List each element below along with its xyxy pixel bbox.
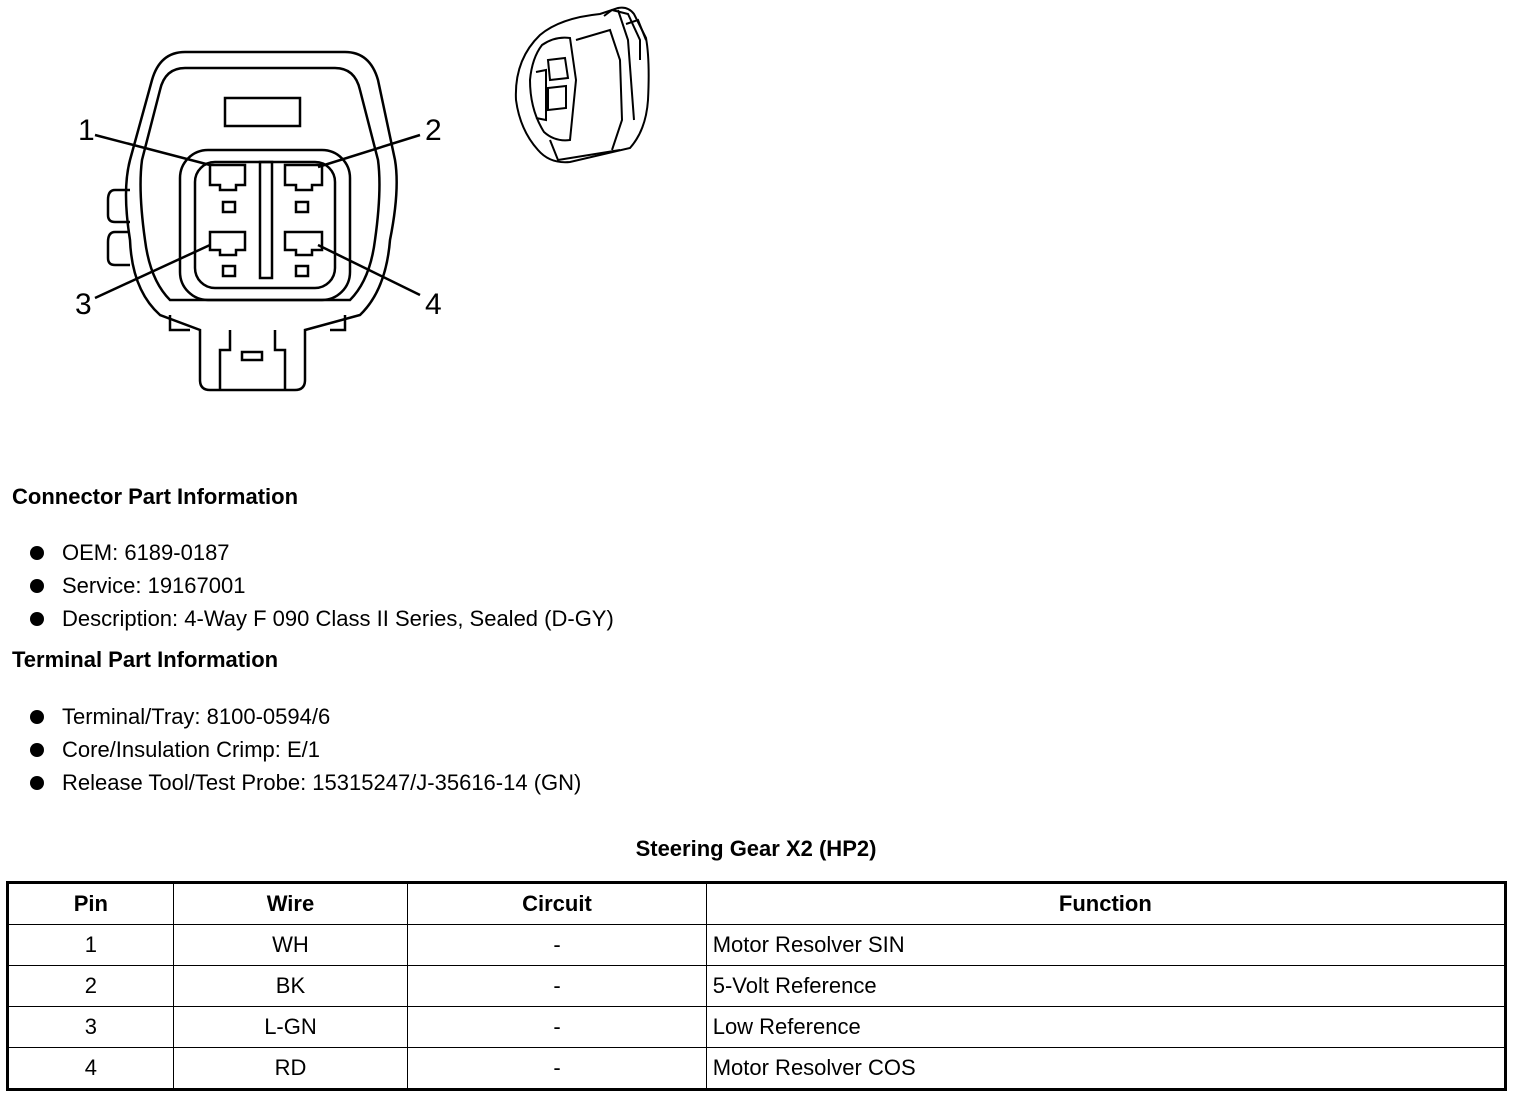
pin-table-title: Steering Gear X2 (HP2) xyxy=(635,836,877,861)
bullet-icon xyxy=(30,546,44,560)
cell-function: Motor Resolver COS xyxy=(706,1048,1505,1090)
column-header-function: Function xyxy=(706,883,1505,925)
connector-face-diagram xyxy=(60,40,460,415)
bullet-icon xyxy=(30,579,44,593)
bullet-icon xyxy=(30,776,44,790)
list-item: Core/Insulation Crimp: E/1 xyxy=(30,733,581,766)
cell-wire: L-GN xyxy=(173,1007,408,1048)
connector-outer-housing xyxy=(126,52,397,390)
pin-label-4: 4 xyxy=(425,288,442,321)
leader-line-3 xyxy=(95,245,210,298)
connector-face-drawing xyxy=(60,40,460,410)
cell-pin: 1 xyxy=(8,925,174,966)
list-item: Release Tool/Test Probe: 15315247/J-35616-14 (GN) xyxy=(30,766,581,799)
top-window xyxy=(225,98,300,126)
connector-info-heading: Connector Part Information xyxy=(12,484,299,509)
cell-circuit: - xyxy=(408,925,706,966)
leader-line-1 xyxy=(95,135,210,165)
list-item: OEM: 6189-0187 xyxy=(30,536,614,569)
bullet-icon xyxy=(30,743,44,757)
cell-function: Motor Resolver SIN xyxy=(706,925,1505,966)
leader-line-4 xyxy=(318,245,420,295)
list-item: Description: 4-Way F 090 Class II Series, Sealed (D-GY) xyxy=(30,602,614,635)
cell-function: Low Reference xyxy=(706,1007,1505,1048)
connector-info-list xyxy=(30,536,614,635)
terminal-info-heading: Terminal Part Information xyxy=(12,647,279,672)
table-row xyxy=(8,1007,1506,1048)
terminal-3 xyxy=(210,232,245,255)
cell-pin: 2 xyxy=(8,966,174,1007)
column-header-pin: Pin xyxy=(8,883,174,925)
connector-photo-drawing xyxy=(500,0,680,185)
terminal-info-list xyxy=(30,700,581,799)
cell-circuit: - xyxy=(408,966,706,1007)
list-item: Service: 19167001 xyxy=(30,569,614,602)
cell-pin: 4 xyxy=(8,1048,174,1090)
cell-circuit: - xyxy=(408,1048,706,1090)
bullet-icon xyxy=(30,710,44,724)
terminal-2 xyxy=(285,165,322,190)
pin-label-1: 1 xyxy=(78,114,95,147)
table-row xyxy=(8,1048,1506,1090)
table-header-row xyxy=(8,883,1506,925)
terminal-1 xyxy=(210,165,245,190)
bullet-icon xyxy=(30,612,44,626)
table-row xyxy=(8,925,1506,966)
column-header-circuit: Circuit xyxy=(408,883,706,925)
pin-label-2: 2 xyxy=(425,114,442,147)
cell-wire: WH xyxy=(173,925,408,966)
pin-label-3: 3 xyxy=(75,288,92,321)
table-row xyxy=(8,966,1506,1007)
pin-table xyxy=(6,881,1507,1091)
bottom-latch xyxy=(220,330,230,390)
cell-wire: BK xyxy=(173,966,408,1007)
cell-function: 5-Volt Reference xyxy=(706,966,1505,1007)
terminal-4 xyxy=(285,232,322,255)
cell-circuit: - xyxy=(408,1007,706,1048)
cell-pin: 3 xyxy=(8,1007,174,1048)
column-header-wire: Wire xyxy=(173,883,408,925)
cell-wire: RD xyxy=(173,1048,408,1090)
center-divider xyxy=(260,162,272,278)
list-item: Terminal/Tray: 8100-0594/6 xyxy=(30,700,581,733)
